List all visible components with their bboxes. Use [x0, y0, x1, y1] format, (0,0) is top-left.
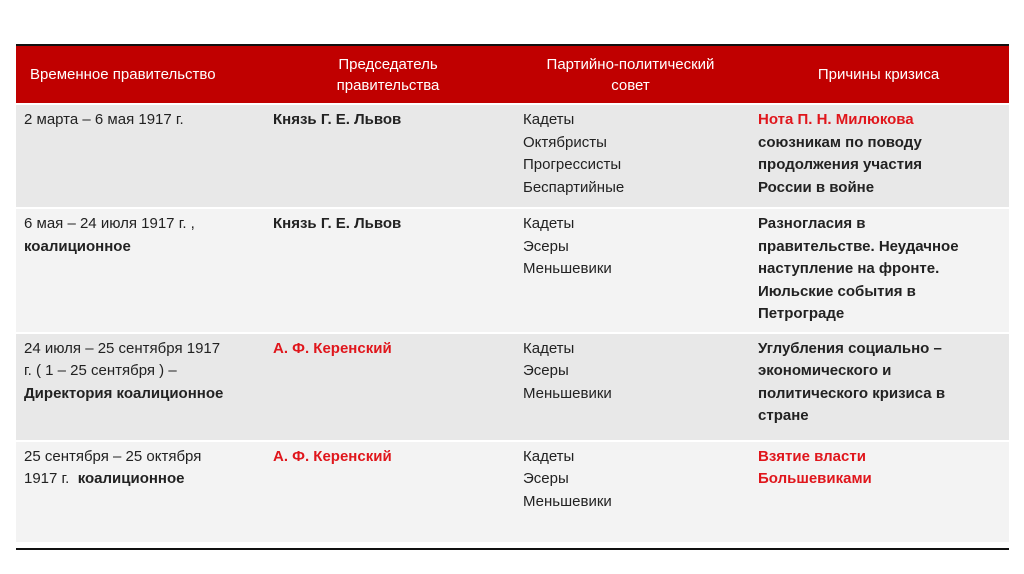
party-item: Кадеты: [523, 339, 575, 357]
cause-line: наступление на фронте.: [758, 260, 940, 277]
cause-cell: [748, 208, 1009, 333]
cause-highlight: Взятие власти: [758, 447, 866, 465]
chairman-cell: Князь Г. Е. Львов: [273, 215, 402, 232]
party-item: Кадеты: [523, 215, 575, 232]
table-row: [16, 104, 1009, 208]
parties-cell: [513, 104, 748, 208]
period-text: 25 сентября – 25 октября: [24, 447, 202, 465]
period-cell: [16, 441, 263, 542]
header-crisis-causes: Причины кризиса: [817, 66, 940, 83]
parties-cell: [513, 441, 748, 542]
period-cell: [16, 333, 263, 441]
period-type: Директория коалиционное: [24, 384, 224, 402]
cause-line: России в войне: [758, 178, 875, 196]
cause-line: Углубления социально –: [758, 339, 942, 357]
cause-line: правительстве. Неудачное: [758, 237, 959, 255]
cause-cell: [748, 441, 1009, 542]
table-row: [16, 208, 1009, 333]
party-item: Меньшевики: [523, 384, 612, 402]
header-party-council: [513, 46, 748, 104]
party-item: Беспартийные: [523, 178, 625, 196]
cause-cell: [748, 333, 1009, 441]
cause-line: политического кризиса в: [758, 384, 946, 402]
chairman-cell: А. Ф. Керенский: [273, 447, 392, 465]
cause-line: Июльские события в: [758, 282, 916, 300]
cause-line: Разногласия в: [758, 215, 866, 232]
cause-line: продолжения участия: [758, 156, 923, 173]
cause-cell: [748, 104, 1009, 208]
cause-line: союзникам по поводу: [758, 133, 922, 151]
header-party-line2: совет: [611, 76, 650, 94]
header-chairman-line2: правительства: [336, 76, 440, 94]
cause-line: Петрограде: [758, 305, 845, 322]
party-item: Меньшевики: [523, 260, 612, 277]
table-header-row: [16, 46, 1009, 104]
party-item: Кадеты: [523, 447, 575, 465]
party-item: Эсеры: [523, 470, 569, 487]
party-item: Кадеты: [523, 111, 575, 128]
party-item: Эсеры: [523, 237, 569, 255]
party-item: Октябристы: [523, 133, 607, 151]
cause-line: стране: [758, 407, 809, 424]
chairman-cell: А. Ф. Керенский: [273, 339, 392, 357]
period-type: коалиционное: [24, 237, 131, 255]
bottom-rule: [16, 548, 1009, 550]
party-item: Меньшевики: [523, 492, 612, 510]
header-party-line1: Партийно-политический: [546, 55, 715, 73]
period-type: коалиционное: [77, 470, 185, 487]
government-table: [16, 46, 1009, 542]
period-text: г. ( 1 – 25 сентября ) –: [24, 362, 177, 379]
party-item: Прогрессисты: [523, 156, 622, 173]
header-chairman: [263, 46, 513, 104]
parties-cell: [513, 333, 748, 441]
period-line2: [24, 468, 253, 491]
chairman-cell: Князь Г. Е. Львов: [273, 111, 402, 128]
party-item: Эсеры: [523, 362, 569, 379]
table-row: [16, 441, 1009, 542]
period-text: 24 июля – 25 сентября 1917: [24, 339, 221, 357]
header-chairman-line1: Председатель: [338, 55, 438, 73]
cause-line: экономического и: [758, 362, 892, 379]
period-year: 1917 г.: [24, 470, 70, 487]
period-text: 2 марта – 6 мая 1917 г.: [24, 111, 184, 128]
table-row: [16, 333, 1009, 441]
header-government: Временное правительство: [30, 66, 216, 83]
cause-highlight: Нота П. Н. Милюкова: [758, 111, 914, 128]
period-cell: [16, 208, 263, 333]
period-cell: [16, 104, 263, 208]
period-text: 6 мая – 24 июля 1917 г. ,: [24, 215, 195, 232]
cause-highlight: Большевиками: [758, 470, 872, 487]
parties-cell: [513, 208, 748, 333]
